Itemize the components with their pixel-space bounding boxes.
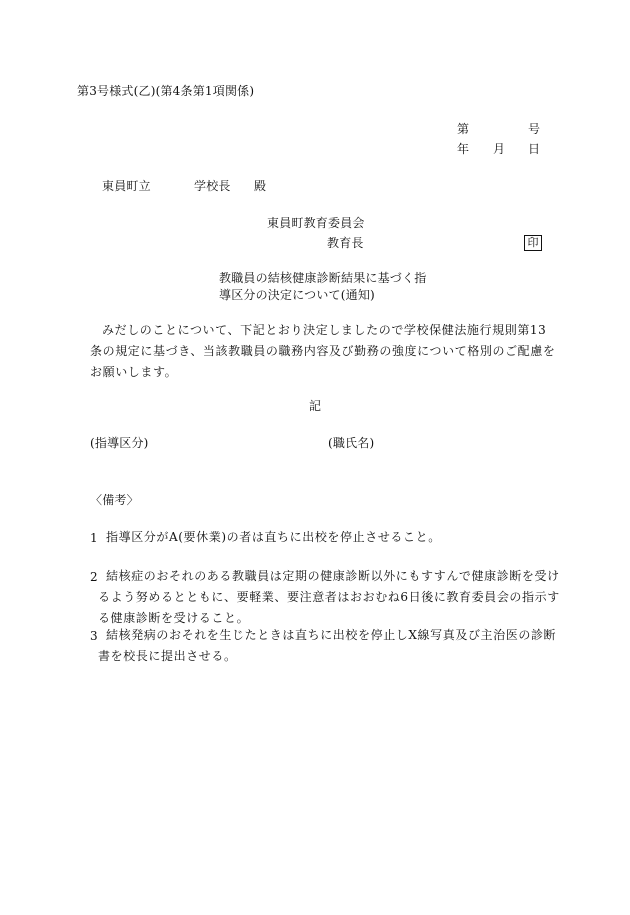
date-year: 年 xyxy=(457,142,470,156)
document-number-prefix: 第 xyxy=(457,122,470,136)
staff-name-label: (職氏名) xyxy=(328,436,375,450)
form-label: 第3号様式(乙)(第4条第1項関係) xyxy=(77,84,255,98)
seal-stamp: 印 xyxy=(524,235,542,251)
body-paragraph: みだしのことについて、下記とおり決定しましたので学校保健法施行規則第13条の規定に基づき、当該教職員の職務内容及び勤務の強度について格別のご配慮をお願いします。 xyxy=(90,323,556,379)
subject-line-2: 導区分の決定について(通知) xyxy=(219,288,375,302)
ki-heading: 記 xyxy=(309,399,322,413)
document-number-suffix: 号 xyxy=(528,122,541,136)
date-month: 月 xyxy=(493,142,506,156)
recipient-title: 学校長 xyxy=(194,179,231,193)
guidance-category-label: (指導区分) xyxy=(90,436,149,450)
sender-title: 教育長 xyxy=(327,236,364,250)
notes-heading: 〈備考〉 xyxy=(90,493,139,507)
note-number-3: 3 xyxy=(90,629,98,643)
note-text-3: 結核発病のおそれを生じたときは直ちに出校を停止しX線写真及び主治医の診断書を校長に提出させる。 xyxy=(98,628,557,663)
note-number-2: 2 xyxy=(90,570,98,584)
subject-line-1: 教職員の結核健康診断結果に基づく指 xyxy=(219,271,427,285)
date-day: 日 xyxy=(528,142,541,156)
recipient-honorific: 殿 xyxy=(254,179,267,193)
note-number-1: 1 xyxy=(90,531,98,545)
recipient-school: 東員町立 xyxy=(102,179,151,193)
sender-organization: 東員町教育委員会 xyxy=(267,216,365,230)
note-text-1: 指導区分がA(要休業)の者は直ちに出校を停止させること。 xyxy=(106,530,441,544)
note-text-2: 結核症のおそれのある教職員は定期の健康診断以外にもすすんで健康診断を受けるよう努めるとともに、要軽業、要注意者はおおむね6日後に教育委員会の指示する健康診断を受けること。 xyxy=(98,569,560,625)
